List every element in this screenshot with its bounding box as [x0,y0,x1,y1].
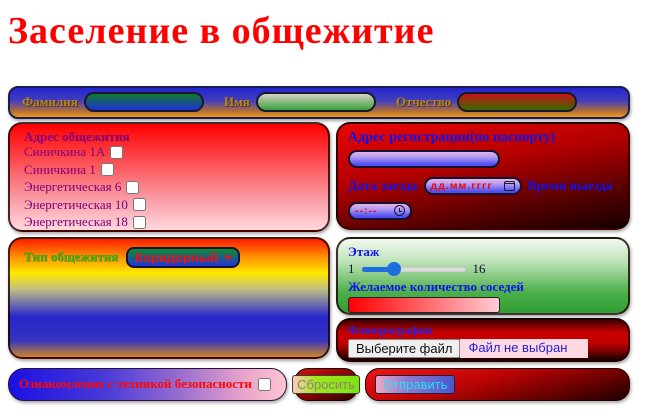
form-columns [8,122,630,362]
dorm-option-label: Синичкина 1 [24,161,96,177]
page-title: Заселение в общежитие [8,10,435,52]
reset-button-container [294,368,358,401]
dorm-option-label: Энергетическая 18 [24,214,128,230]
time-label: Время выезда [527,177,613,193]
dorm-form [8,86,630,401]
safety-label: Ознакомление с техникой безопасности [19,376,252,392]
submit-button-container [365,368,630,401]
time-placeholder: --:-- [355,204,378,217]
choose-file-button[interactable]: Выберите файл [348,339,460,358]
date-row [348,177,618,195]
dorm-option-checkbox[interactable] [101,163,114,176]
dorm-address-panel [8,122,330,232]
dorm-option-energeticheskaya-18[interactable] [24,214,314,232]
registration-panel [336,122,630,230]
date-input[interactable] [424,177,522,195]
dorm-address-title: Адрес общежития [24,128,130,144]
dorm-option-label: Энергетическая 10 [24,196,128,212]
dorm-option-label: Синичкина 1А [24,144,106,160]
file-input[interactable] [348,339,618,358]
dorm-option-checkbox[interactable] [133,198,146,211]
right-column [336,122,630,362]
neighbors-label: Желаемое количество соседей [348,278,524,294]
dorm-option-checkbox[interactable] [133,216,146,229]
dorm-type-label: Тип общежития [24,249,119,265]
reset-button[interactable]: Сбросить [292,375,360,394]
floor-panel [336,237,630,315]
dorm-option-energeticheskaya-10[interactable] [24,196,314,214]
time-input[interactable] [348,202,412,220]
dorm-option-energeticheskaya-6[interactable] [24,179,314,197]
fluorography-title: Флюорография [348,322,433,337]
clock-icon[interactable] [394,205,405,216]
date-label: Дата заезда [348,177,418,193]
safety-pill [8,368,287,401]
slider-min-label: 1 [348,261,355,277]
submit-button[interactable]: Отправить [375,375,455,394]
dorm-type-select[interactable] [126,247,240,268]
floor-slider[interactable] [362,267,466,272]
dorm-option-checkbox[interactable] [110,146,123,159]
registration-address-input[interactable] [348,150,500,168]
floor-slider-row [348,260,618,279]
chevron-down-icon [224,251,232,259]
floor-title: Этаж [348,243,380,259]
bottom-row [8,368,630,401]
dorm-option-sinichkina-1a[interactable] [24,144,314,162]
fio-bar [8,86,630,119]
safety-checkbox[interactable] [258,378,271,391]
floor-slider-thumb[interactable] [387,262,401,276]
fluorography-panel [336,318,630,362]
dorm-option-checkbox[interactable] [126,181,139,194]
calendar-icon[interactable] [504,181,515,191]
dorm-type-panel [8,237,330,359]
dorm-option-sinichkina-1[interactable] [24,161,314,179]
surname-label: Фамилия [22,94,78,110]
slider-max-label: 16 [472,261,486,277]
name-label: Имя [223,94,250,110]
neighbors-input[interactable] [348,297,500,313]
left-column [8,122,330,362]
patronymic-input[interactable] [457,92,577,112]
dorm-option-label: Энергетическая 6 [24,179,122,195]
file-status-text: Файл не выбран [460,339,588,358]
registration-title: Адрес регистрации(по паспорту) [348,129,556,145]
date-placeholder: дд.мм.гггг [430,179,493,192]
name-input[interactable] [256,92,376,112]
surname-input[interactable] [84,92,204,112]
patronymic-label: Отчество [395,94,452,110]
dorm-type-selected-value: Коридорный [135,249,219,265]
